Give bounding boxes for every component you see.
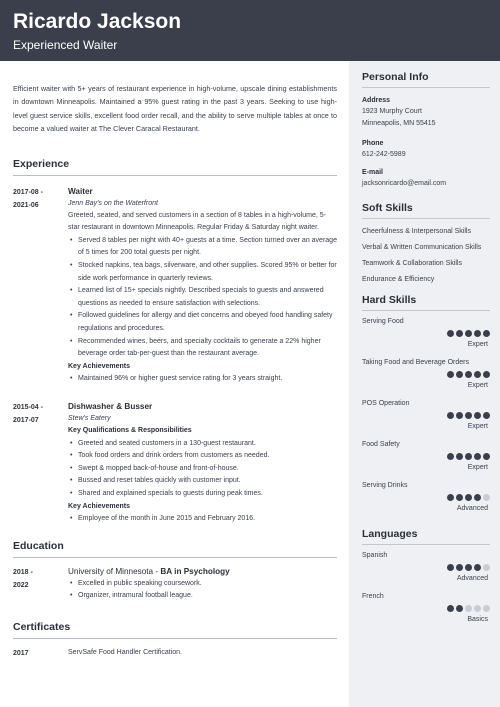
rating-dot-filled xyxy=(465,371,472,378)
certificate-name: ServSafe Food Handler Certification. xyxy=(68,648,182,656)
phone-value: 612-242-5989 xyxy=(362,151,406,158)
section-divider xyxy=(362,218,490,219)
soft-skill-item: Endurance & Efficiency xyxy=(362,276,435,283)
phone-label: Phone xyxy=(362,140,384,147)
experience-entry xyxy=(13,186,337,386)
date-start: 2017-08 - xyxy=(13,188,43,196)
hard-skills-section xyxy=(362,294,490,522)
entry-dates xyxy=(13,186,63,212)
language-row xyxy=(362,551,490,592)
job-role: Dishwasher & Busser xyxy=(68,401,153,411)
list-item: • Stocked napkins, tea bags, silverware, and other supplies. Scored 95% or better for side work performance in quarterly reviews. xyxy=(68,260,337,285)
skill-row xyxy=(362,481,490,522)
skill-rating xyxy=(447,453,490,461)
rating-dot-filled xyxy=(474,412,481,419)
list-item: • Employee of the month in June 2015 and February 2016. xyxy=(68,513,337,526)
rating-dot-empty xyxy=(474,605,481,612)
skill-name: Serving Drinks xyxy=(362,482,408,489)
list-item: • Learned list of 15+ specials nightly. Described specials to guests and answered questions as needed to ensure satisfaction with selections. xyxy=(68,285,337,310)
list-item: • Followed guidelines for allergy and diet concerns and obeyed food handling safety regulations and procedures. xyxy=(68,310,337,335)
achievements-label: Key Achievements xyxy=(68,502,130,510)
certificates-heading: Certificates xyxy=(13,620,71,633)
date-end: 2021-06 xyxy=(13,201,39,209)
achievements-label: Key Achievements xyxy=(68,362,130,370)
skill-level: Advanced xyxy=(456,505,488,512)
rating-dot-filled xyxy=(456,605,463,612)
education-heading: Education xyxy=(13,539,64,552)
rating-dot-filled xyxy=(483,412,490,419)
soft-skill-item: Teamwork & Collaboration Skills xyxy=(362,260,462,267)
soft-skill-item: Cheerfulness & Interpersonal Skills xyxy=(362,228,471,235)
resume-header xyxy=(0,0,500,61)
summary-paragraph: Efficient waiter with 5+ years of restaurant experience in high-volume, upscale dining establishments in downtown Minneapolis. Maintained a 95% guest rating in the past 3 years. Seeking to use high-level guest service skills, excellent food order recall, and the ability to serve multiple tables at once to become a valued waiter at The Clever Caracal Restaurant. xyxy=(13,84,337,134)
rating-dot-filled xyxy=(474,371,481,378)
date-start: 2015-04 - xyxy=(13,403,43,411)
rating-dot-filled xyxy=(465,494,472,501)
rating-dot-filled xyxy=(447,564,454,571)
rating-dot-filled xyxy=(474,494,481,501)
skill-row xyxy=(362,317,490,358)
skill-name: Food Safety xyxy=(362,441,400,448)
rating-dot-filled xyxy=(465,564,472,571)
rating-dot-filled xyxy=(447,453,454,460)
section-divider xyxy=(13,175,337,176)
achievements-list xyxy=(68,373,337,386)
rating-dot-empty xyxy=(483,605,490,612)
skill-row xyxy=(362,358,490,399)
personal-info-section xyxy=(362,71,490,190)
rating-dot-filled xyxy=(447,371,454,378)
job-role: Waiter xyxy=(68,186,93,196)
experience-entry xyxy=(13,401,337,526)
education-bullets xyxy=(68,578,337,603)
section-divider xyxy=(13,557,337,558)
list-item: • Recommended wines, beers, and specialty cocktails to generate a 22% higher beverage order tab-per-guest than the restaurant average. xyxy=(68,336,337,361)
list-item: • Shared and explained specials to guests during peak times. xyxy=(68,488,337,501)
list-item: • Greeted and seated customers in a 130-guest restaurant. xyxy=(68,438,337,451)
list-item: • Took food orders and drink orders from customers as needed. xyxy=(68,450,337,463)
address-line: Minneapolis, MN 55415 xyxy=(362,120,436,127)
address-line: 1923 Murphy Court xyxy=(362,108,422,115)
achievements-list xyxy=(68,513,337,526)
qualifications-label: Key Qualifications & Responsibilities xyxy=(68,426,192,434)
job-bullets xyxy=(68,235,337,361)
certificates-section xyxy=(13,621,337,660)
date-start: 2018 - xyxy=(13,568,33,576)
rating-dot-filled xyxy=(456,564,463,571)
rating-dot-filled xyxy=(465,330,472,337)
skill-rating xyxy=(447,330,490,338)
hard-skills-list xyxy=(362,317,490,522)
rating-dot-filled xyxy=(483,330,490,337)
school-name: University of Minnesota - xyxy=(68,566,161,576)
section-divider xyxy=(362,310,490,311)
hard-skills-heading: Hard Skills xyxy=(362,294,417,306)
rating-dot-filled xyxy=(465,412,472,419)
list-item: • Served 8 tables per night with 40+ guests at a time. Section turned over an average of 5 times for 200 total guests per night. xyxy=(68,235,337,260)
candidate-name: Ricardo Jackson xyxy=(13,10,182,33)
skill-rating xyxy=(447,494,490,502)
rating-dot-filled xyxy=(456,412,463,419)
section-divider xyxy=(362,544,490,545)
skill-level: Expert xyxy=(467,464,488,471)
date-end: 2022 xyxy=(13,581,29,589)
rating-dot-filled xyxy=(447,605,454,612)
main-column xyxy=(13,82,337,659)
entry-dates xyxy=(13,401,63,427)
rating-dot-empty xyxy=(483,564,490,571)
rating-dot-filled xyxy=(456,453,463,460)
skill-level: Expert xyxy=(467,423,488,430)
experience-heading: Experience xyxy=(13,157,70,170)
list-item: • Excelled in public speaking coursework. xyxy=(68,578,337,591)
rating-dot-filled xyxy=(483,453,490,460)
list-item: • Bussed and reset tables quickly with customer input. xyxy=(68,475,337,488)
section-divider xyxy=(362,87,490,88)
languages-heading: Languages xyxy=(362,528,418,540)
skill-name: POS Operation xyxy=(362,400,410,407)
language-name: French xyxy=(362,593,384,600)
skill-level: Expert xyxy=(467,341,488,348)
skill-row xyxy=(362,399,490,440)
rating-dot-filled xyxy=(483,371,490,378)
experience-section xyxy=(13,158,337,526)
education-school-line xyxy=(68,566,337,578)
rating-dot-filled xyxy=(447,412,454,419)
language-rating xyxy=(447,564,490,572)
rating-dot-empty xyxy=(465,605,472,612)
language-rating xyxy=(447,605,490,613)
skill-name: Serving Food xyxy=(362,318,404,325)
job-company: Stew's Eatery xyxy=(68,414,111,422)
languages-list xyxy=(362,551,490,633)
language-level: Advanced xyxy=(456,575,488,582)
rating-dot-filled xyxy=(447,330,454,337)
job-description: Greeted, seated, and served customers in a section of 8 tables in a high-volume, 5-star restaurant in downtown Minneapolis. Regular Friday & Saturday night waiter. xyxy=(68,211,326,232)
certificate-entry xyxy=(13,647,337,660)
candidate-title: Experienced Waiter xyxy=(13,38,118,52)
language-level: Basics xyxy=(467,616,488,623)
skill-name: Taking Food and Beverage Orders xyxy=(362,359,470,366)
language-name: Spanish xyxy=(362,552,388,559)
job-company: Jenn Bay's on the Waterfront xyxy=(68,199,158,207)
email-label: E-mail xyxy=(362,169,384,176)
list-item: • Maintained 96% or higher guest service rating for 3 years straight. xyxy=(68,373,337,386)
rating-dot-filled xyxy=(447,494,454,501)
date-end: 2017-07 xyxy=(13,416,39,424)
list-item: • Swept & mopped back-of-house and front-of-house. xyxy=(68,463,337,476)
rating-dot-filled xyxy=(474,564,481,571)
certificate-date: 2017 xyxy=(13,649,29,657)
education-entry xyxy=(13,566,337,603)
rating-dot-filled xyxy=(456,371,463,378)
section-divider xyxy=(13,638,337,639)
soft-skills-heading: Soft Skills xyxy=(362,202,413,214)
skill-rating xyxy=(447,371,490,379)
rating-dot-filled xyxy=(474,453,481,460)
email-value: jacksonricardo@email.com xyxy=(362,180,447,187)
address-label: Address xyxy=(362,97,391,104)
job-bullets xyxy=(68,438,337,501)
degree-name: BA in Psychology xyxy=(160,566,230,576)
soft-skills-section xyxy=(362,202,490,287)
skill-row xyxy=(362,440,490,481)
skill-rating xyxy=(447,412,490,420)
list-item: • Organizer, intramural football league. xyxy=(68,590,337,603)
soft-skill-item: Verbal & Written Communication Skills xyxy=(362,244,482,251)
rating-dot-filled xyxy=(456,330,463,337)
personal-info-heading: Personal Info xyxy=(362,71,429,83)
entry-dates xyxy=(13,566,63,592)
sidebar-content xyxy=(362,71,490,633)
rating-dot-filled xyxy=(465,453,472,460)
rating-dot-filled xyxy=(456,494,463,501)
rating-dot-empty xyxy=(483,494,490,501)
education-section xyxy=(13,540,337,603)
languages-section xyxy=(362,528,490,633)
skill-level: Expert xyxy=(467,382,488,389)
language-row xyxy=(362,592,490,633)
rating-dot-filled xyxy=(474,330,481,337)
